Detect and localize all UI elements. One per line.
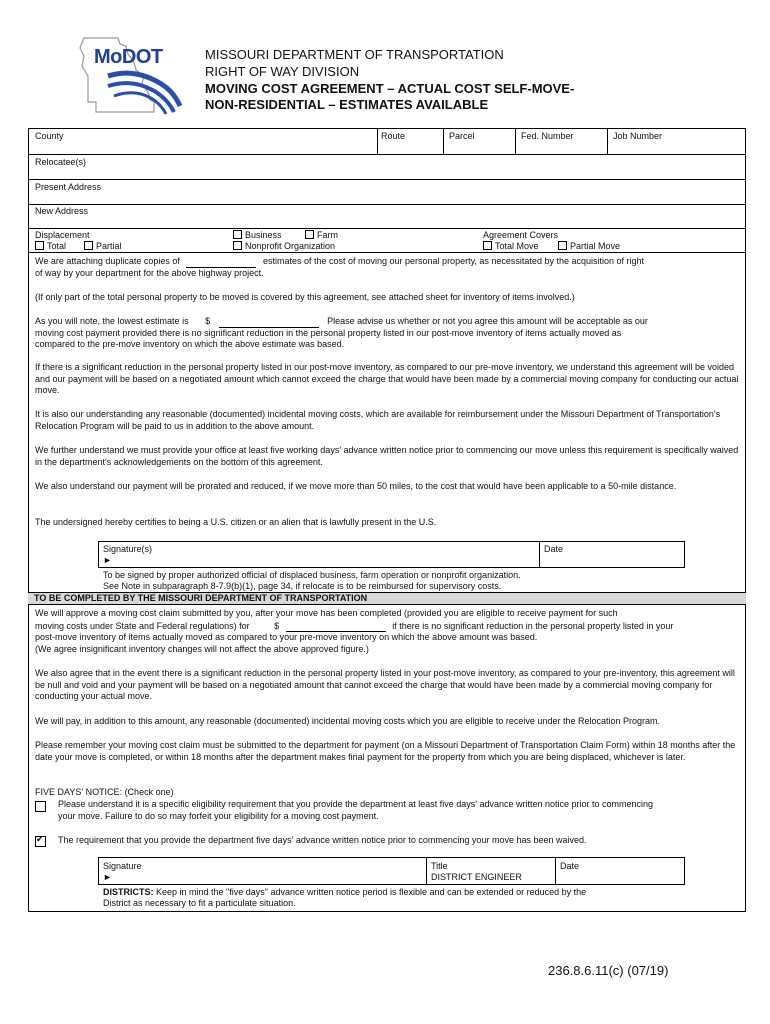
business-label: Business bbox=[245, 230, 282, 240]
displacement-label: Displacement bbox=[35, 230, 90, 240]
void-paragraph: We also agree that in the event there is a significant reduction in the personal property listed in your post-move inventory, as compared to your pre-inventory, this agreement will be null and void and your payment will be based on a negotiated amount that cannot exceed the charge that would have been made by a commercial moving company for conducting your actual move. bbox=[35, 668, 735, 701]
signature-label: Signature(s) bbox=[103, 544, 153, 554]
date-label: Date bbox=[544, 544, 564, 554]
attach-paragraph: We are attaching duplicate copies of estimates of the cost of moving our personal property, as necessitated by the acquisition of right of way by your department for the above highway project. bbox=[35, 256, 645, 278]
partial-option[interactable] bbox=[84, 241, 122, 252]
form-number: 236.8.6.11(c) (07/19) bbox=[548, 963, 669, 978]
notice-option-1[interactable]: Please understand it is a specific eligibility requirement that you provide the department at least five days' advance written notice prior to commencing your move. Failure to do so may forfeit your eligibility for a moving cost payment. bbox=[35, 799, 740, 822]
header-line-1: MISSOURI DEPARTMENT OF TRANSPORTATION bbox=[205, 47, 504, 62]
total-option[interactable] bbox=[35, 241, 66, 252]
total-label: Total bbox=[47, 241, 67, 251]
partial-move-checkbox[interactable] bbox=[558, 241, 567, 250]
district-date-label: Date bbox=[560, 861, 580, 871]
district-signature-arrow-icon: ► bbox=[103, 872, 112, 882]
partial-label: Partial bbox=[96, 241, 122, 251]
approved-amount-blank[interactable] bbox=[286, 620, 386, 633]
districts-note: DISTRICTS: Keep in mind the "five days" advance written notice period is flexible and can be extended or reduced by the District as necessary to fit a particulate situation. bbox=[103, 887, 587, 908]
lowest-estimate-blank[interactable] bbox=[219, 315, 319, 328]
prorated-paragraph: We also understand our payment will be prorated and reduced, if we move more than 50 miles, to the cost that would have been applicable to a 50-mile distance. bbox=[35, 481, 677, 491]
district-signature-box[interactable] bbox=[98, 857, 685, 885]
present-address-field[interactable]: Present Address bbox=[35, 182, 102, 192]
signing-note-2: See Note in subparagraph 8-7.9(b)(1), page 34, if relocate is to be reimbursed for supervisory costs. bbox=[103, 581, 502, 591]
header-line-3: MOVING COST AGREEMENT – ACTUAL COST SELF-MOVE- bbox=[205, 81, 575, 96]
relocatees-field[interactable]: Relocatee(s) bbox=[35, 157, 87, 167]
relocatee-signature-box[interactable] bbox=[98, 541, 685, 568]
total-move-option[interactable] bbox=[483, 241, 539, 252]
business-checkbox[interactable] bbox=[233, 230, 242, 239]
partial-move-option[interactable] bbox=[558, 241, 620, 252]
partial-move-label: Partial Move bbox=[570, 241, 621, 251]
total-move-label: Total Move bbox=[495, 241, 539, 251]
farm-label: Farm bbox=[317, 230, 338, 240]
nonprofit-option[interactable] bbox=[233, 241, 335, 252]
total-move-checkbox[interactable] bbox=[483, 241, 492, 250]
business-option[interactable] bbox=[233, 230, 282, 241]
approval-paragraph: We will approve a moving cost claim submitted by you, after your move has been completed (provided you are eligible to receive payment for such moving costs under State and Federal regulations) for $ if there is no significant reduction in the personal property listed in your post-move inventory of items actually moved as compared to your pre-move inventory on which the above amount was based. (We agree insignificant inventory changes will not affect the above approved figure.) bbox=[35, 608, 674, 654]
logo-text: MoDOT bbox=[94, 46, 163, 68]
new-address-field[interactable]: New Address bbox=[35, 206, 89, 216]
citizen-paragraph: The undersigned hereby certifies to being a U.S. citizen or an alien that is lawfully present in the U.S. bbox=[35, 517, 437, 527]
claim-deadline-paragraph: Please remember your moving cost claim must be submitted to the department for payment (on a Missouri Department of Transportation Claim Form) within 18 months after the date your move is completed, or within 18 months after the department makes final payment for the property from which you are being displaced, whichever is later. bbox=[35, 740, 736, 762]
title-label: Title bbox=[431, 861, 448, 871]
incidental-pay-paragraph: We will pay, in addition to this amount, any reasonable (documented) incidental moving costs which you are eligible to receive under the Relocation Program. bbox=[35, 716, 661, 726]
signature-arrow-icon: ► bbox=[103, 555, 112, 565]
nonprofit-checkbox[interactable] bbox=[233, 241, 242, 250]
signing-note-1: To be signed by proper authorized official of displaced business, farm operation or nonprofit organization. bbox=[103, 570, 521, 580]
job-number-field[interactable]: Job Number bbox=[613, 131, 663, 141]
notice-waived-checkbox[interactable] bbox=[35, 836, 46, 847]
farm-option[interactable] bbox=[305, 230, 338, 241]
header-line-2: RIGHT OF WAY DIVISION bbox=[205, 64, 360, 79]
title-value: DISTRICT ENGINEER bbox=[431, 872, 522, 882]
estimates-count-blank[interactable] bbox=[186, 255, 256, 268]
lowest-estimate-paragraph: As you will note, the lowest estimate is $ Please advise us whether or not you agree this amount will be acceptable as our moving cost payment provided there is no significant reduction in the personal property listed in our post-move inventory of items actually moved as compared to the pre-move inventory on which the above estimate was based. bbox=[35, 316, 648, 349]
farm-checkbox[interactable] bbox=[305, 230, 314, 239]
total-checkbox[interactable] bbox=[35, 241, 44, 250]
modot-section-banner: TO BE COMPLETED BY THE MISSOURI DEPARTMENT OF TRANSPORTATION bbox=[28, 592, 746, 605]
notice-paragraph: We further understand we must provide your office at least five working days' advance written notice prior to commencing our move unless this requirement is specifically waived in the department's acknowledgements on the bottom of this agreement. bbox=[35, 445, 739, 467]
route-field[interactable]: Route bbox=[381, 131, 406, 141]
five-days-notice-title: FIVE DAYS' NOTICE: (Check one) bbox=[35, 787, 174, 797]
reduction-paragraph: If there is a significant reduction in the personal property listed in our post-move inventory, as compared to our pre-move inventory, we understand this agreement will be voided and our payment will be based on a negotiated amount which cannot exceed the charge that would have been made by a commercial moving company for conducting our actual move. bbox=[35, 362, 739, 395]
district-signature-label: Signature bbox=[103, 861, 142, 871]
notice-required-checkbox[interactable] bbox=[35, 801, 46, 812]
parcel-field[interactable]: Parcel bbox=[449, 131, 475, 141]
modot-logo bbox=[78, 36, 183, 116]
notice-option-2[interactable]: ✔ The requirement that you provide the department five days' advance written notice prior to commencing your move has been waived. bbox=[35, 835, 740, 846]
county-field[interactable]: County bbox=[35, 131, 64, 141]
partial-checkbox[interactable] bbox=[84, 241, 93, 250]
partial-property-paragraph: (If only part of the total personal property to be moved is covered by this agreement, see attached sheet for inventory of items involved.) bbox=[35, 292, 575, 302]
agreement-covers-label: Agreement Covers bbox=[483, 230, 559, 240]
incidental-paragraph: It is also our understanding any reasonable (documented) incidental moving costs, which are available for reimbursement under the Missouri Department of Transportation's Relocation Program will be paid to us in addition to the above amount. bbox=[35, 409, 721, 431]
nonprofit-label: Nonprofit Organization bbox=[245, 241, 336, 251]
header-line-4: NON-RESIDENTIAL – ESTIMATES AVAILABLE bbox=[205, 97, 489, 112]
fed-number-field[interactable]: Fed. Number bbox=[521, 131, 574, 141]
